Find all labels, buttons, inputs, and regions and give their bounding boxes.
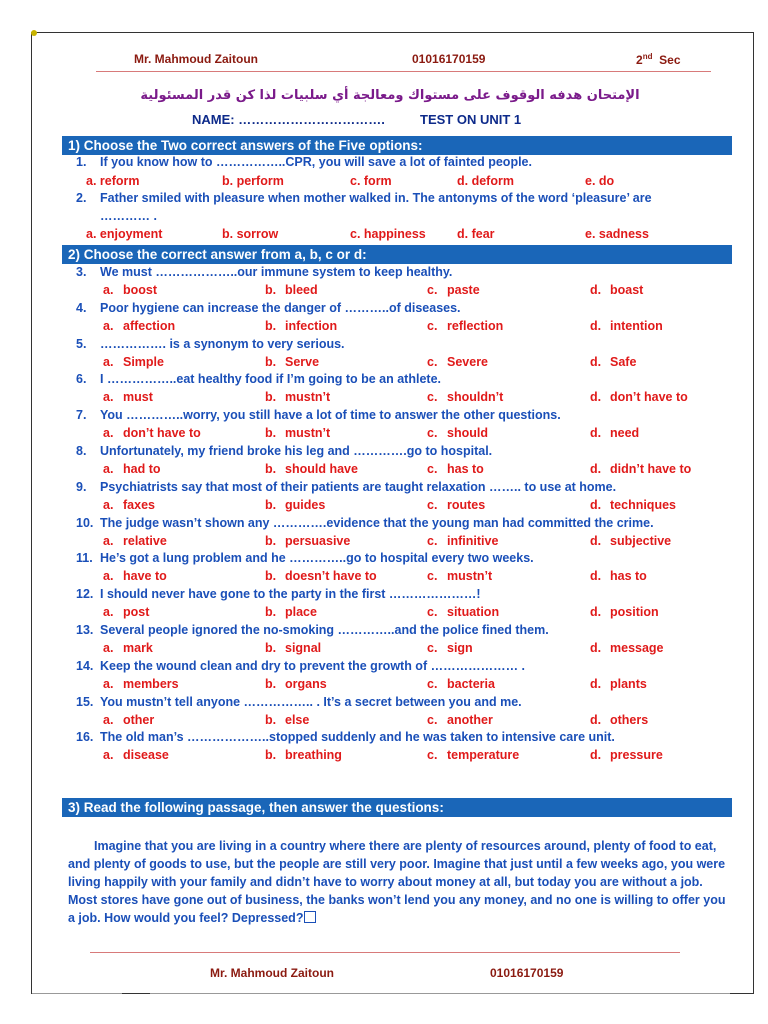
question-13-option[interactable]: a. mark: [103, 641, 153, 655]
section-3-heading: 3) Read the following passage, then answer the questions:: [62, 798, 732, 817]
checkbox-icon: [304, 911, 316, 923]
question-1-option[interactable]: e. do: [585, 174, 615, 188]
question-8-option[interactable]: d. didn’t have to: [590, 462, 692, 476]
question-4: 4. Poor hygiene can increase the danger of ………..of diseases.: [76, 300, 461, 315]
question-3-option[interactable]: d. boast: [590, 283, 644, 297]
question-14-option[interactable]: b. organs: [265, 676, 327, 691]
question-3-option[interactable]: c. paste: [427, 283, 480, 297]
question-11-option[interactable]: c. mustn’t: [427, 569, 493, 584]
question-5-option[interactable]: a. Simple: [103, 354, 164, 369]
question-10-option[interactable]: c. infinitive: [427, 533, 499, 548]
question-3-option[interactable]: a. boost: [103, 283, 158, 297]
question-6: 6. I ……………..eat healthy food if I’m going to be an athlete.: [76, 372, 441, 387]
question-16-option[interactable]: c. temperature: [427, 748, 520, 763]
question-1-option[interactable]: d. deform: [457, 174, 514, 188]
question-14-option[interactable]: a. members: [103, 676, 179, 691]
header-phone: 01016170159: [412, 52, 486, 66]
bottom-rule-left: [32, 993, 122, 994]
question-7-option[interactable]: a. don’t have to: [103, 426, 201, 441]
header-grade: 2nd Sec: [636, 52, 681, 67]
question-12-option[interactable]: b. place: [265, 605, 317, 620]
question-7-option[interactable]: b. mustn’t: [265, 426, 331, 441]
question-8-option[interactable]: b. should have: [265, 462, 358, 476]
question-11-option[interactable]: d. has to: [590, 569, 647, 584]
question-3-option[interactable]: b. bleed: [265, 283, 318, 297]
question-6-option[interactable]: b. mustn’t: [265, 390, 331, 405]
header-teacher: Mr. Mahmoud Zaitoun: [134, 52, 258, 66]
question-8-option[interactable]: c. has to: [427, 462, 484, 476]
question-5-option[interactable]: c. Severe: [427, 354, 489, 369]
question-13: 13. Several people ignored the no-smoking …………..and the police fined them.: [76, 623, 549, 637]
question-15-option[interactable]: b. else: [265, 712, 310, 727]
question-6-option[interactable]: d. don’t have to: [590, 390, 688, 405]
question-4-option[interactable]: d. intention: [590, 318, 663, 333]
question-12-option[interactable]: c. situation: [427, 605, 500, 620]
question-8-option[interactable]: a. had to: [103, 462, 161, 476]
question-7-option[interactable]: c. should: [427, 426, 488, 441]
question-8: 8. Unfortunately, my friend broke his leg and ………….go to hospital.: [76, 444, 493, 458]
bottom-rule-right: [150, 993, 730, 994]
question-6-option[interactable]: a. must: [103, 390, 153, 405]
question-9-option[interactable]: b. guides: [265, 497, 326, 512]
reading-passage: Imagine that you are living in a country where there are plenty of resources around, plenty of food to eat, and plenty of goods to use, but the people are still very poor. Imagine that just until a few weeks ago, you were living happily with your family and didn’t have to worry about money at all, but today you are without a job. Most stores have gone out of business, the banks won’t lend you any money, and no one is willing to offer you a job. How would you feel? Depressed?: [68, 839, 726, 925]
question-9-option[interactable]: c. routes: [427, 497, 486, 512]
question-9-option[interactable]: d. techniques: [590, 497, 676, 512]
question-2-continuation: ………… .: [100, 209, 157, 223]
arabic-instruction: الإمتحان هدفه الوقوف على مستواك ومعالجة أي سلبيات لذا كن قدر المسئولية: [140, 88, 640, 103]
question-7: 7. You …………..worry, you still have a lot of time to answer the other questions.: [76, 408, 561, 423]
question-11-option[interactable]: a. have to: [103, 569, 167, 584]
question-2-option[interactable]: d. fear: [457, 227, 495, 241]
question-13-option[interactable]: c. sign: [427, 641, 473, 655]
name-field: NAME: …………………………….: [192, 112, 385, 127]
section-1-heading: 1) Choose the Two correct answers of the Five options:: [62, 136, 732, 155]
footer-rule: [90, 952, 680, 953]
question-16-option[interactable]: d. pressure: [590, 748, 663, 763]
question-5-option[interactable]: d. Safe: [590, 354, 637, 369]
question-13-option[interactable]: d. message: [590, 641, 664, 655]
question-15-option[interactable]: a. other: [103, 712, 155, 727]
question-3: 3. We must ………………..our immune system to keep healthy.: [76, 265, 453, 279]
question-10-option[interactable]: d. subjective: [590, 533, 672, 548]
question-7-option[interactable]: d. need: [590, 426, 640, 441]
question-4-option[interactable]: c. reflection: [427, 318, 504, 333]
section-2-heading: 2) Choose the correct answer from a, b, c or d:: [62, 245, 732, 264]
question-15-option[interactable]: c. another: [427, 712, 493, 727]
question-6-option[interactable]: c. shouldn’t: [427, 390, 504, 405]
question-2-option[interactable]: b. sorrow: [222, 227, 279, 241]
question-1-option[interactable]: b. perform: [222, 174, 284, 188]
question-2-option[interactable]: e. sadness: [585, 227, 649, 241]
question-1-option[interactable]: a. reform: [86, 174, 140, 188]
question-15: 15. You mustn’t tell anyone …………….. . It’s a secret between you and me.: [76, 694, 522, 709]
header-rule: [96, 71, 711, 72]
question-12: 12. I should never have gone to the party in the first …………………!: [76, 587, 481, 602]
question-2: 2. Father smiled with pleasure when mother walked in. The antonyms of the word ‘pleasure’ are: [76, 191, 652, 205]
question-10-option[interactable]: b. persuasive: [265, 533, 351, 548]
question-11: 11. He’s got a lung problem and he …………..go to hospital every two weeks.: [76, 551, 534, 566]
question-16: 16. The old man’s ………………..stopped suddenly and he was taken to intensive care unit.: [76, 730, 615, 745]
question-4-option[interactable]: b. infection: [265, 318, 338, 333]
question-16-option[interactable]: b. breathing: [265, 748, 342, 763]
question-2-option[interactable]: a. enjoyment: [86, 227, 163, 241]
question-14-option[interactable]: d. plants: [590, 676, 647, 691]
question-11-option[interactable]: b. doesn’t have to: [265, 569, 377, 584]
footer-teacher: Mr. Mahmoud Zaitoun: [210, 966, 334, 980]
question-16-option[interactable]: a. disease: [103, 748, 169, 763]
corner-mark: [31, 30, 37, 36]
question-14-option[interactable]: c. bacteria: [427, 676, 495, 691]
footer-phone: 01016170159: [490, 966, 564, 980]
test-title: TEST ON UNIT 1: [420, 112, 522, 127]
question-9: 9. Psychiatrists say that most of their patients are taught relaxation …….. to use at home.: [76, 479, 617, 494]
question-2-option[interactable]: c. happiness: [350, 227, 426, 241]
question-12-option[interactable]: d. position: [590, 605, 659, 620]
question-15-option[interactable]: d. others: [590, 712, 649, 727]
question-1-option[interactable]: c. form: [350, 174, 392, 188]
question-10: 10. The judge wasn’t shown any ………….evidence that the young man had committed the crime.: [76, 515, 654, 530]
question-10-option[interactable]: a. relative: [103, 533, 167, 548]
question-4-option[interactable]: a. affection: [103, 318, 176, 333]
question-9-option[interactable]: a. faxes: [103, 497, 155, 512]
question-5: 5. ……………. is a synonym to very serious.: [76, 336, 345, 351]
question-14: 14. Keep the wound clean and dry to prevent the growth of ………………… .: [76, 658, 526, 673]
question-13-option[interactable]: b. signal: [265, 641, 322, 655]
question-1: 1. If you know how to ……………..CPR, you will save a lot of fainted people.: [76, 155, 532, 169]
question-5-option[interactable]: b. Serve: [265, 354, 320, 369]
question-12-option[interactable]: a. post: [103, 605, 150, 620]
